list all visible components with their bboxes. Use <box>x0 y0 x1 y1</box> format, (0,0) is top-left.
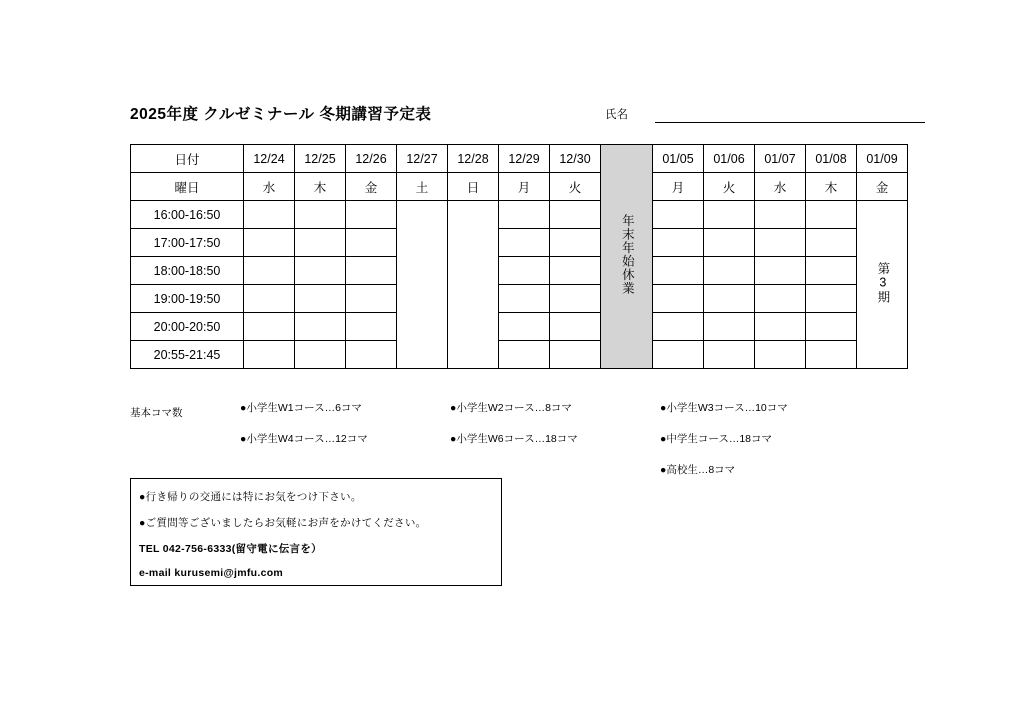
schedule-slot-3-5 <box>499 285 550 313</box>
date-row-label: 日付 <box>131 145 244 173</box>
schedule-slot-after-0-2 <box>755 201 806 229</box>
schedule-table <box>130 144 908 369</box>
koma-item-0-1: ●小学生W2コース…8コマ <box>450 402 572 414</box>
table-row <box>131 257 908 285</box>
weekday-cell-5: 月 <box>499 173 550 201</box>
term-block-label: 第3期 <box>875 261 890 304</box>
time-slot-label-1: 17:00-17:50 <box>131 229 244 257</box>
date-cell-01-05: 01/05 <box>653 145 704 173</box>
weekday-cell-after-0: 月 <box>653 173 704 201</box>
date-cell-01-06: 01/06 <box>704 145 755 173</box>
table-row <box>131 285 908 313</box>
schedule-slot-4-0 <box>244 313 295 341</box>
schedule-slot-after-0-3 <box>806 201 857 229</box>
koma-item-1-1: ●小学生W6コース…18コマ <box>450 433 578 445</box>
page-title: 2025年度 クルゼミナール 冬期講習予定表 <box>130 106 432 123</box>
schedule-slot-after-1-3 <box>806 229 857 257</box>
schedule-header-weekday-row <box>131 173 908 201</box>
schedule-slot-1-2 <box>346 229 397 257</box>
schedule-slot-5-0 <box>244 341 295 369</box>
date-cell-12-29: 12/29 <box>499 145 550 173</box>
schedule-slot-4-6 <box>550 313 601 341</box>
date-cell-12-24: 12/24 <box>244 145 295 173</box>
schedule-slot-after-0-1 <box>704 201 755 229</box>
schedule-slot-after-0-0 <box>653 201 704 229</box>
koma-row <box>240 431 940 462</box>
schedule-table-wrapper <box>130 144 908 369</box>
schedule-slot-after-2-0 <box>653 257 704 285</box>
schedule-slot-2-0 <box>244 257 295 285</box>
time-slot-label-4: 20:00-20:50 <box>131 313 244 341</box>
schedule-slot-after-4-3 <box>806 313 857 341</box>
schedule-slot-0-6 <box>550 201 601 229</box>
schedule-closed-cell-3 <box>397 201 448 369</box>
note-line-2: TEL 042-756-6333(留守電に伝言を） <box>139 543 322 555</box>
schedule-slot-after-3-2 <box>755 285 806 313</box>
time-slot-label-2: 18:00-18:50 <box>131 257 244 285</box>
weekday-cell-after-3: 木 <box>806 173 857 201</box>
schedule-slot-after-5-3 <box>806 341 857 369</box>
weekday-cell-1: 木 <box>295 173 346 201</box>
time-slot-label-5: 20:55-21:45 <box>131 341 244 369</box>
schedule-slot-1-0 <box>244 229 295 257</box>
weekday-row-label: 曜日 <box>131 173 244 201</box>
schedule-slot-2-6 <box>550 257 601 285</box>
date-cell-12-28: 12/28 <box>448 145 499 173</box>
schedule-slot-after-3-3 <box>806 285 857 313</box>
note-line-3: e-mail kurusemi@jmfu.com <box>139 567 284 579</box>
weekday-cell-after-2: 水 <box>755 173 806 201</box>
date-cell-12-30: 12/30 <box>550 145 601 173</box>
schedule-slot-4-2 <box>346 313 397 341</box>
date-cell-12-27: 12/27 <box>397 145 448 173</box>
date-cell-12-25: 12/25 <box>295 145 346 173</box>
notes-box <box>130 478 502 586</box>
koma-item-1-0: ●小学生W4コース…12コマ <box>240 433 368 445</box>
note-line-0: ●行き帰りの交通には特にお気をつけ下さい。 <box>139 491 362 503</box>
schedule-slot-0-0 <box>244 201 295 229</box>
table-row <box>131 201 908 229</box>
schedule-slot-5-6 <box>550 341 601 369</box>
document-header <box>130 98 930 124</box>
koma-row <box>240 400 940 431</box>
term-block <box>857 201 908 369</box>
schedule-slot-after-1-2 <box>755 229 806 257</box>
time-slot-label-3: 19:00-19:50 <box>131 285 244 313</box>
schedule-slot-0-5 <box>499 201 550 229</box>
weekday-cell-after-4: 金 <box>857 173 908 201</box>
schedule-slot-after-2-3 <box>806 257 857 285</box>
table-row <box>131 341 908 369</box>
name-field-label: 氏名 <box>605 109 628 121</box>
schedule-slot-1-1 <box>295 229 346 257</box>
schedule-slot-0-2 <box>346 201 397 229</box>
date-cell-12-26: 12/26 <box>346 145 397 173</box>
schedule-slot-2-5 <box>499 257 550 285</box>
schedule-slot-after-5-0 <box>653 341 704 369</box>
schedule-slot-after-5-1 <box>704 341 755 369</box>
koma-item-2-2: ●高校生…8コマ <box>660 464 736 476</box>
schedule-slot-after-4-2 <box>755 313 806 341</box>
table-row <box>131 313 908 341</box>
schedule-slot-5-2 <box>346 341 397 369</box>
schedule-slot-4-5 <box>499 313 550 341</box>
weekday-cell-4: 日 <box>448 173 499 201</box>
schedule-slot-5-5 <box>499 341 550 369</box>
schedule-slot-2-1 <box>295 257 346 285</box>
schedule-slot-0-1 <box>295 201 346 229</box>
koma-item-1-2: ●中学生コース…18コマ <box>660 433 772 445</box>
date-cell-01-07: 01/07 <box>755 145 806 173</box>
schedule-slot-3-1 <box>295 285 346 313</box>
schedule-slot-after-2-1 <box>704 257 755 285</box>
weekday-cell-6: 火 <box>550 173 601 201</box>
date-cell-01-09: 01/09 <box>857 145 908 173</box>
schedule-slot-after-1-0 <box>653 229 704 257</box>
schedule-closed-cell-4 <box>448 201 499 369</box>
schedule-slot-1-5 <box>499 229 550 257</box>
schedule-header-date-row <box>131 145 908 173</box>
name-field-rule <box>655 121 925 123</box>
schedule-slot-after-1-1 <box>704 229 755 257</box>
schedule-slot-3-0 <box>244 285 295 313</box>
schedule-slot-4-1 <box>295 313 346 341</box>
weekday-cell-2: 金 <box>346 173 397 201</box>
koma-item-0-0: ●小学生W1コース…6コマ <box>240 402 362 414</box>
note-line-1: ●ご質問等ございましたらお気軽にお声をかけてください。 <box>139 517 427 529</box>
date-cell-01-08: 01/08 <box>806 145 857 173</box>
schedule-slot-2-2 <box>346 257 397 285</box>
schedule-slot-5-1 <box>295 341 346 369</box>
schedule-slot-after-4-1 <box>704 313 755 341</box>
weekday-cell-3: 土 <box>397 173 448 201</box>
table-row <box>131 229 908 257</box>
time-slot-label-0: 16:00-16:50 <box>131 201 244 229</box>
koma-item-0-2: ●小学生W3コース…10コマ <box>660 402 788 414</box>
schedule-slot-after-3-1 <box>704 285 755 313</box>
holiday-block-label: 年末年始休業 <box>620 214 635 296</box>
schedule-slot-1-6 <box>550 229 601 257</box>
koma-section-label: 基本コマ数 <box>130 407 183 419</box>
holiday-block <box>601 145 653 369</box>
schedule-slot-after-2-2 <box>755 257 806 285</box>
weekday-cell-0: 水 <box>244 173 295 201</box>
schedule-slot-3-2 <box>346 285 397 313</box>
schedule-slot-after-3-0 <box>653 285 704 313</box>
weekday-cell-after-1: 火 <box>704 173 755 201</box>
schedule-slot-after-5-2 <box>755 341 806 369</box>
schedule-slot-after-4-0 <box>653 313 704 341</box>
schedule-slot-3-6 <box>550 285 601 313</box>
